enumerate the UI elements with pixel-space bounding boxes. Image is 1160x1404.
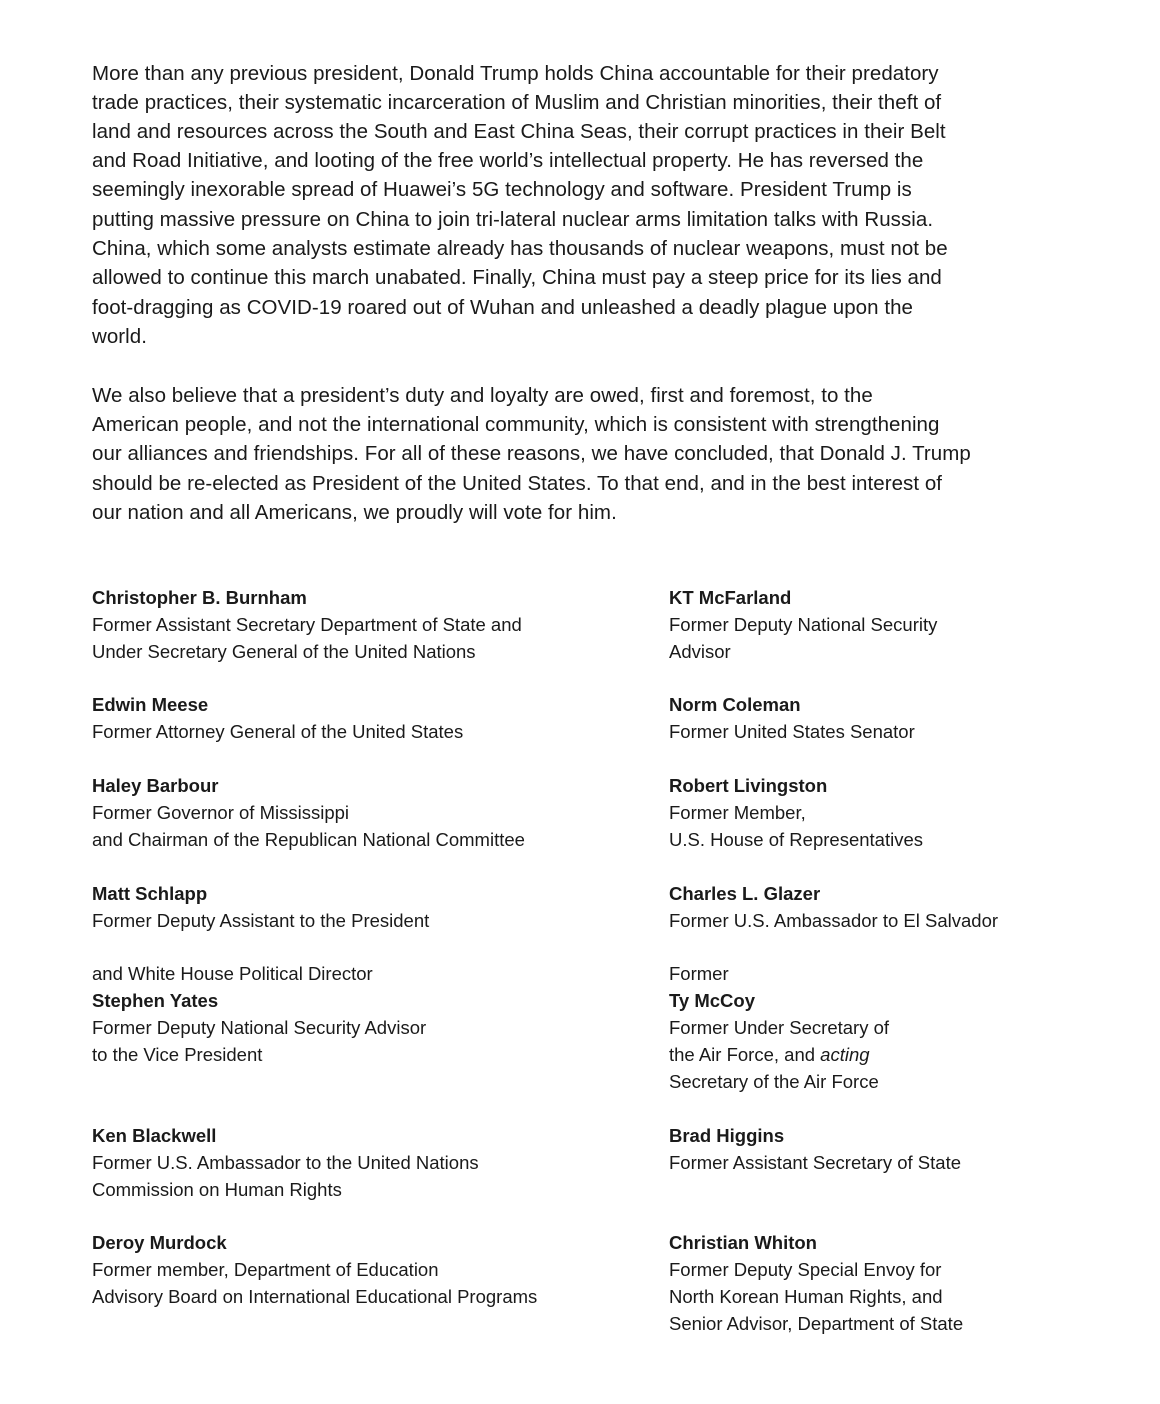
signatory-block [669, 772, 923, 853]
signatory-block [92, 1229, 537, 1310]
paragraph-line: China, which some analysts estimate already has thousands of nuclear weapons, must not be [92, 237, 948, 260]
signatory-title: North Korean Human Rights, and [669, 1286, 943, 1307]
signatory-block [92, 1122, 479, 1203]
signatory-title: Former U.S. Ambassador to the United Nations [92, 1152, 479, 1173]
signatory-name: Robert Livingston [669, 775, 828, 796]
signatory-title: Under Secretary General of the United Nations [92, 641, 476, 662]
signatory-title: Former Deputy National Security [669, 614, 938, 635]
signatory-name: Deroy Murdock [92, 1232, 227, 1253]
signatory-name: Ty McCoy [669, 990, 756, 1011]
signatory-name: Stephen Yates [92, 990, 219, 1011]
signatory-title-part: the Air Force, and [669, 1044, 821, 1065]
signatory-title: Former Under Secretary of [669, 1017, 890, 1038]
signatory-name: Brad Higgins [669, 1125, 785, 1146]
signatory-title: Former member, Department of Education [92, 1259, 439, 1280]
signatory-name: Matt Schlapp [92, 883, 208, 904]
signatory-title: Former Attorney General of the United States [92, 721, 464, 742]
signatory-block [92, 691, 463, 745]
signatory-name: Haley Barbour [92, 775, 219, 796]
paragraph-line: and Road Initiative, and looting of the free world’s intellectual property. He has reversed the [92, 149, 924, 172]
signatory-title-italic: acting [820, 1044, 870, 1065]
signatory-title: Former Deputy National Security Advisor [92, 1017, 427, 1038]
signatory-title: and White House Political Director [92, 963, 373, 984]
paragraph-line: land and resources across the South and East China Seas, their corrupt practices in their Belt [92, 120, 946, 143]
paragraph-line: our nation and all Americans, we proudly will vote for him. [92, 501, 617, 524]
signatory-title: Former Assistant Secretary of State [669, 1152, 961, 1173]
signatory-title: U.S. House of Representatives [669, 829, 923, 850]
paragraph-line: should be re-elected as President of the United States. To that end, and in the best interest of [92, 472, 943, 495]
signatory-block [669, 1122, 961, 1176]
signatory-name: Edwin Meese [92, 694, 209, 715]
paragraph-line: foot-dragging as COVID-19 roared out of Wuhan and unleashed a deadly plague upon the [92, 296, 913, 319]
signatory-name: Norm Coleman [669, 694, 801, 715]
signatory-name: Christopher B. Burnham [92, 587, 307, 608]
paragraph-line: More than any previous president, Donald Trump holds China accountable for their predatory [92, 62, 939, 85]
signatory-title: Former Member, [669, 802, 806, 823]
signatory-block [669, 960, 889, 1095]
signatory-name: Charles L. Glazer [669, 883, 821, 904]
paragraph-line: our alliances and friendships. For all of these reasons, we have concluded, that Donald J. Trump [92, 442, 971, 465]
signatory-block [669, 880, 998, 934]
signatory-title: Commission on Human Rights [92, 1179, 342, 1200]
signatory-name: Christian Whiton [669, 1232, 817, 1253]
signatory-block [92, 880, 429, 934]
paragraph-line: seemingly inexorable spread of Huawei’s 5G technology and software. President Trump is [92, 178, 912, 201]
paragraph-line: putting massive pressure on China to join tri-lateral nuclear arms limitation talks with Russia. [92, 208, 934, 231]
signatory-title: Former U.S. Ambassador to El Salvador [669, 910, 999, 931]
signatory-name: KT McFarland [669, 587, 792, 608]
paragraph-line: trade practices, their systematic incarceration of Muslim and Christian minorities, their theft of [92, 91, 942, 114]
signatory-title: Senior Advisor, Department of State [669, 1313, 964, 1334]
signatory-name: Ken Blackwell [92, 1125, 217, 1146]
signatory-title: Former Assistant Secretary Department of State and [92, 614, 522, 635]
signatory-title: Former Governor of Mississippi [92, 802, 350, 823]
signatory-block [669, 1229, 963, 1337]
signatory-title: Advisor [669, 641, 731, 662]
signatory-block [669, 584, 937, 665]
signatory-title: and Chairman of the Republican National Committee [92, 829, 525, 850]
paragraph-line: We also believe that a president’s duty and loyalty are owed, first and foremost, to the [92, 384, 873, 407]
signatory-block [669, 691, 915, 745]
paragraph-line: allowed to continue this march unabated. Finally, China must pay a steep price for its lies and [92, 266, 942, 289]
signatory-title: to the Vice President [92, 1044, 263, 1065]
signatory-title: Former Deputy Special Envoy for [669, 1259, 942, 1280]
signatory-block [92, 584, 522, 665]
paragraph-line: American people, and not the international community, which is consistent with strengthening [92, 413, 940, 436]
signatory-title: Former United States Senator [669, 721, 915, 742]
signatory-block [92, 772, 525, 853]
signatory-title [669, 1041, 889, 1068]
signatory-title: Advisory Board on International Educational Programs [92, 1286, 538, 1307]
signatory-title: Former Deputy Assistant to the President [92, 910, 430, 931]
signatory-title: Secretary of the Air Force [669, 1071, 879, 1092]
signatory-title: Former [669, 963, 729, 984]
paragraph-line: world. [92, 325, 147, 348]
signatory-block [92, 960, 426, 1068]
